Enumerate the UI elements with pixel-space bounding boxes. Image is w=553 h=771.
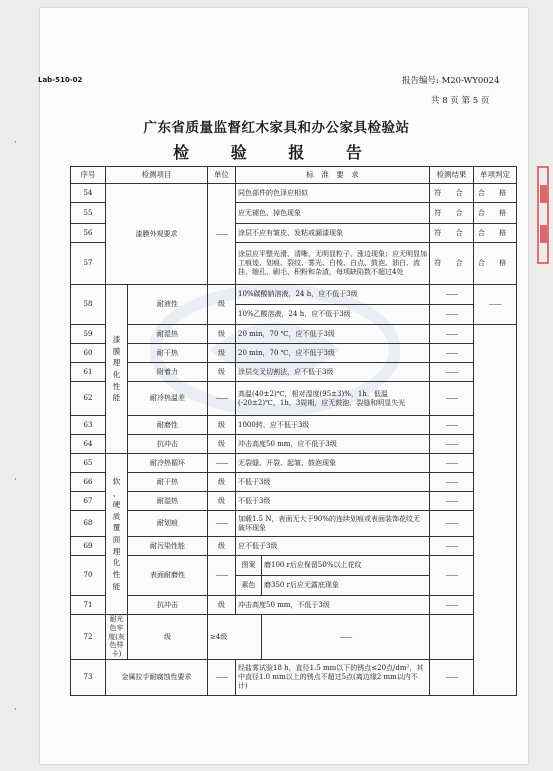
- unit-cell: 级: [208, 416, 236, 435]
- unit-cell: ——: [208, 511, 236, 537]
- judgement-cell: 合 格: [474, 224, 517, 243]
- requirement-cell: 涂层不应有皱皮、发粘或漏漆现象: [236, 224, 430, 243]
- unit-cell: 级: [208, 344, 236, 363]
- row-no: 63: [71, 416, 106, 435]
- result-cell: ——: [430, 363, 474, 382]
- table-header: [71, 167, 517, 184]
- requirement-cell: 冲击高度50 mm，应不低于3级: [236, 435, 430, 454]
- result-cell: 符 合: [430, 203, 474, 224]
- item-name: 耐磨性: [128, 416, 208, 435]
- item-name: 耐湿热: [128, 492, 208, 511]
- row-no: 56: [71, 224, 106, 243]
- row-no: 67: [71, 492, 106, 511]
- row-no: 59: [71, 325, 106, 344]
- table-row: [71, 492, 517, 511]
- table-row: [71, 416, 517, 435]
- result-cell: ——: [430, 382, 474, 416]
- unit-cell: 级: [208, 363, 236, 382]
- table-row: [71, 511, 517, 537]
- row-no: 70: [71, 556, 106, 596]
- judgement-cell: ——: [474, 285, 517, 325]
- judgement-cell: 合 格: [474, 203, 517, 224]
- unit-cell: ——: [208, 382, 236, 416]
- requirement-cell: 加载1.5 N，表面无大于90%的连续划痕或表面装饰花纹无破坏现象: [236, 511, 430, 537]
- judgement-cell-merged: [474, 325, 517, 696]
- result-cell: ——: [430, 325, 474, 344]
- requirement-cell: 应不低于3级: [236, 537, 430, 556]
- requirement-cell: 高温(40±2)℃，相对湿度(95±3)%，1h，低温(-20±2)℃，1h，3周期，应无鼓泡、裂缝和明显失光: [236, 382, 430, 416]
- sub-type: 图案: [236, 556, 262, 576]
- report-title: 检 验 报 告: [173, 143, 380, 162]
- unit-cell: 级: [208, 435, 236, 454]
- unit-cell: 级: [208, 325, 236, 344]
- requirement-cell: 10%乙酸溶液，24 h，应不低于3级: [236, 305, 430, 325]
- requirement-cell: 经盐雾试验18 h，直径1.5 mm以下的锈点≤20点/dm²，其中直径1.0 mm以上的锈点不超过5点(离边缘2 mm以内不计): [236, 659, 430, 695]
- unit-cell: 级: [208, 537, 236, 556]
- requirement-cell: 1000转，应不低于3级: [236, 416, 430, 435]
- table-row: [71, 435, 517, 454]
- item-name: 附着力: [128, 363, 208, 382]
- row-no: 66: [71, 473, 106, 492]
- result-cell: ——: [430, 454, 474, 473]
- result-cell: ——: [430, 305, 474, 325]
- requirement-cell: 同色部件的色泽应相似: [236, 184, 430, 203]
- item-name: 耐冷热循环: [128, 454, 208, 473]
- requirement-cell: 20 min，70 ℃，应不低于3级: [236, 344, 430, 363]
- row-no: 58: [71, 285, 106, 325]
- group-label-laminate: 软 、 硬 质 覆 面 理 化 性 能: [106, 454, 128, 615]
- table-row: [71, 184, 517, 203]
- lab-code: Lab-510-02: [38, 76, 83, 84]
- item-name: 耐划痕: [128, 511, 208, 537]
- inspection-table: [70, 166, 517, 696]
- unit-cell: ——: [208, 659, 236, 695]
- table-row: [71, 344, 517, 363]
- group-label-paint: 漆 膜 理 化 性 能: [106, 285, 128, 454]
- unit-cell: ——: [208, 454, 236, 473]
- requirement-cell: 不低于3级: [236, 473, 430, 492]
- result-cell: ——: [430, 416, 474, 435]
- unit-cell: 级: [128, 615, 208, 660]
- item-name: 表面耐磨性: [128, 556, 208, 596]
- row-no: 68: [71, 511, 106, 537]
- item-name: 耐液性: [128, 285, 208, 325]
- result-cell: ——: [430, 473, 474, 492]
- col-no: 序号: [71, 167, 106, 184]
- item-name: 耐污染性能: [128, 537, 208, 556]
- table-row: [71, 382, 517, 416]
- table-row: [71, 659, 517, 695]
- unit-cell: 级: [208, 285, 236, 325]
- requirement-cell: 磨100 r后应保留50%以上花纹: [262, 556, 430, 576]
- row-no: 64: [71, 435, 106, 454]
- row-no: 55: [71, 203, 106, 224]
- row-no: 71: [71, 596, 106, 615]
- scan-mark: ·: [14, 138, 17, 148]
- page-count: 共 8 页 第 5 页: [431, 96, 490, 106]
- result-cell: ——: [430, 596, 474, 615]
- sub-type: 素色: [236, 576, 262, 596]
- result-cell: ——: [430, 537, 474, 556]
- table-row: [71, 285, 517, 305]
- table-row: [71, 615, 517, 660]
- result-cell: ——: [430, 344, 474, 363]
- result-cell: ——: [430, 285, 474, 305]
- requirement-cell: 不低于3级: [236, 492, 430, 511]
- row-no: 61: [71, 363, 106, 382]
- result-cell: ——: [430, 492, 474, 511]
- item-name: 耐湿热: [128, 325, 208, 344]
- row-no: 57: [71, 243, 106, 285]
- item-name: 耐光色牢度(灰色样卡): [106, 615, 128, 660]
- item-name: 金属拉手耐腐蚀性要求: [106, 659, 208, 695]
- table-row: [71, 537, 517, 556]
- result-cell: ——: [430, 659, 474, 695]
- result-cell: ——: [430, 511, 474, 537]
- unit-cell: ——: [208, 556, 236, 596]
- requirement-cell: 20 min，70 ℃，应不低于3级: [236, 325, 430, 344]
- item-name: 耐冷热温差: [128, 382, 208, 416]
- col-judgement: 单项判定: [474, 167, 517, 184]
- result-cell: ——: [430, 435, 474, 454]
- result-cell: 符 合: [430, 184, 474, 203]
- col-item: 检测项目: [106, 167, 208, 184]
- requirement-cell: 磨350 r后应无露底现象: [262, 576, 430, 596]
- unit-cell: 级: [208, 596, 236, 615]
- requirement-cell: 涂层交叉切割法，应不低于3级: [236, 363, 430, 382]
- item-name: 耐干热: [128, 344, 208, 363]
- requirement-cell: 涂层应平整光滑、清晰，无明显粒子、涨边现象；应无明显加工痕迹、划痕、裂纹、雾光、白棱、白点、鼓泡、油白、流挂、缩孔、刷毛、积粉和杂渣，每项缺陷数不超过4处: [236, 243, 430, 285]
- col-result: 检测结果: [430, 167, 474, 184]
- item-name: 耐干热: [128, 473, 208, 492]
- unit-cell: 级: [208, 473, 236, 492]
- result-cell: ——: [430, 556, 474, 596]
- row-no: 69: [71, 537, 106, 556]
- scan-mark: ·: [14, 475, 17, 485]
- row-no: 62: [71, 382, 106, 416]
- report-number: 报告编号: M20-WY0024: [402, 76, 500, 86]
- unit-cell: ——: [208, 184, 236, 285]
- requirement-cell: 10%碳酸钠溶液，24 h，应不低于3级: [236, 285, 430, 305]
- table-row: [71, 363, 517, 382]
- col-unit: 单位: [208, 167, 236, 184]
- table-row: [71, 454, 517, 473]
- col-requirement: 标 准 要 求: [236, 167, 430, 184]
- item-group-appearance: 漆膜外观要求: [106, 184, 208, 285]
- unit-cell: 级: [208, 492, 236, 511]
- table-row: [71, 473, 517, 492]
- item-name: 抗冲击: [128, 596, 208, 615]
- row-no: 60: [71, 344, 106, 363]
- table-row: [71, 325, 517, 344]
- requirement-cell: ≥4级: [208, 615, 262, 660]
- row-no: 72: [71, 615, 106, 660]
- side-stamp: [535, 165, 549, 265]
- row-no: 65: [71, 454, 106, 473]
- scan-mark: ·: [14, 705, 17, 715]
- row-no: 54: [71, 184, 106, 203]
- row-no: 73: [71, 659, 106, 695]
- table-row: [71, 556, 517, 576]
- requirement-cell: 无裂缝、开裂、起皱、鼓泡现象: [236, 454, 430, 473]
- result-cell: 符 合: [430, 224, 474, 243]
- judgement-cell: 合 格: [474, 243, 517, 285]
- result-cell: ——: [262, 615, 430, 660]
- organization-name: 广东省质量监督红木家具和办公家具检验站: [143, 120, 410, 136]
- table-row: [71, 596, 517, 615]
- requirement-cell: 应无褪色、掉色现象: [236, 203, 430, 224]
- judgement-cell: 合 格: [474, 184, 517, 203]
- item-name: 抗冲击: [128, 435, 208, 454]
- result-cell: 符 合: [430, 243, 474, 285]
- requirement-cell: 冲击高度50 mm，不低于3级: [236, 596, 430, 615]
